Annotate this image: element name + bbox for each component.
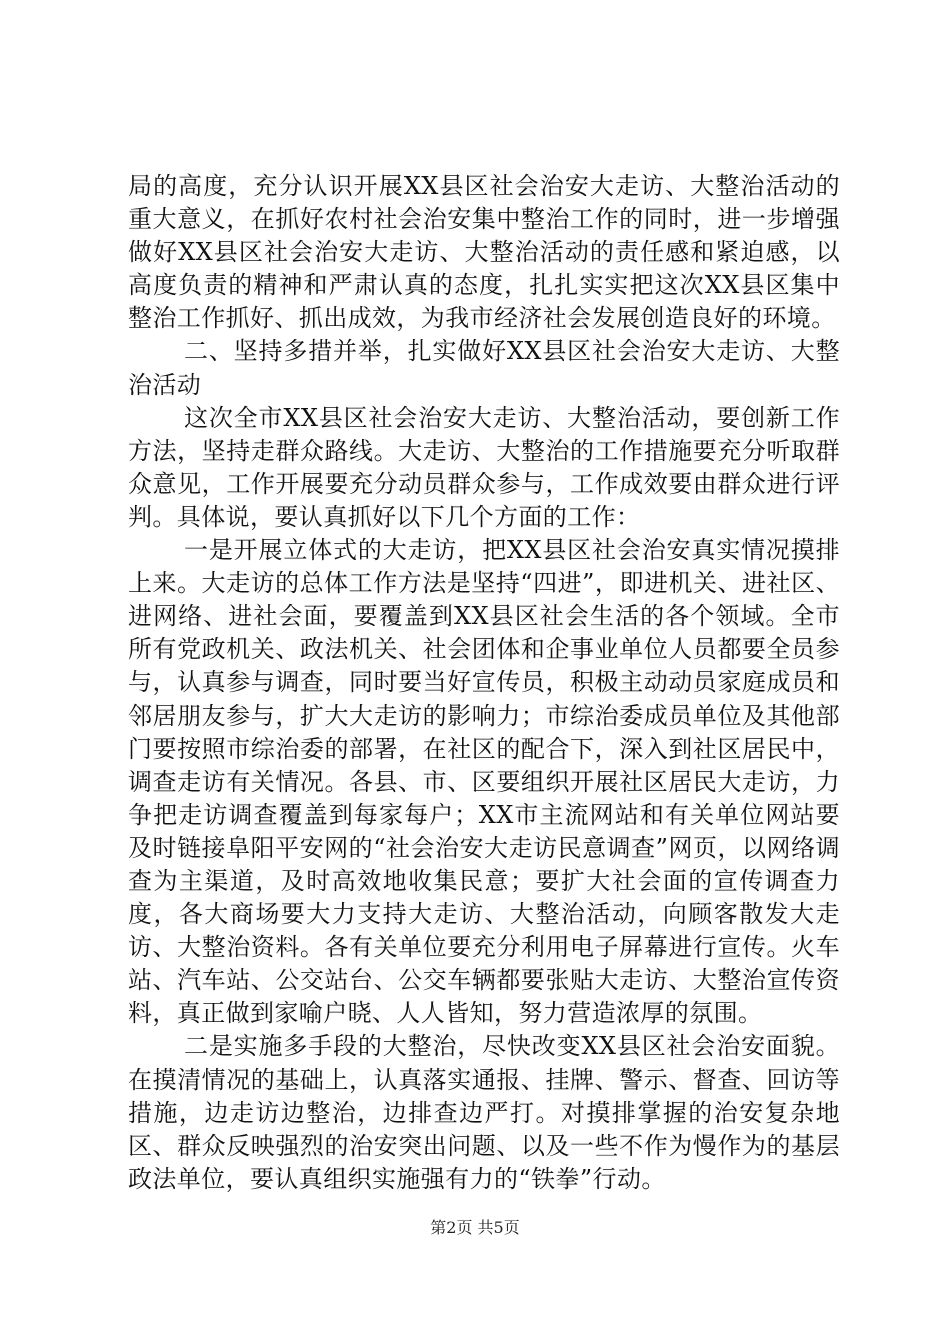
page-footer: 第2页 共5页 (430, 1218, 520, 1237)
section-heading: 二、坚持多措并举，扎实做好XX县区社会治安大走访、大整治活动 (128, 337, 840, 399)
paragraph-item-one: 一是开展立体式的大走访，把XX县区社会治安真实情况摸排上来。大走访的总体工作方法是坚持“四进”，即进机关、进社区、进网络、进社会面，要覆盖到XX县区社会生活的各个领域。全市所有党政机关、政法机关、社会团体和企事业单位人员都要全员参与，认真参与调查，同时要当好宣传员，积极主动动员家庭成员和邻居朋友参与，扩大大走访的影响力；市综治委成员单位及其他部门要按照市综治委的部署，在社区的配合下，深入到社区居民中，调查走访有关情况。各县、市、区要组织开展社区居民大走访，力争把走访调查覆盖到每家每户；XX市主流网站和有关单位网站要及时链接阜阳平安网的“社会治安大走访民意调查”网页，以网络调查为主渠道，及时高效地收集民意；要扩大社会面的宣传调查力度，各大商场要大力支持大走访、大整治活动，向顾客散发大走访、大整治资料。各有关单位要充分利用电子屏幕进行宣传。火车站、汽车站、公交站台、公交车辆都要张贴大走访、大整治宣传资料，真正做到家喻户晓、人人皆知，努力营造浓厚的氛围。 (128, 536, 840, 1028)
document-body (128, 170, 840, 1196)
paragraph-intro: 这次全市XX县区社会治安大走访、大整治活动，要创新工作方法，坚持走群众路线。大走访、大整治的工作措施要充分听取群众意见，工作开展要充分动员群众参与，工作成效要由群众进行评判。具体说，要认真抓好以下几个方面的工作： (128, 403, 840, 531)
paragraph-continuation: 局的高度，充分认识开展XX县区社会治安大走访、大整治活动的重大意义，在抓好农村社会治安集中整治工作的同时，进一步增强做好XX县区社会治安大走访、大整治活动的责任感和紧迫感，以高度负责的精神和严肃认真的态度，扎扎实实把这次XX县区集中整治工作抓好、抓出成效，为我市经济社会发展创造良好的环境。 (128, 172, 840, 333)
paragraph-item-two: 二是实施多手段的大整治，尽快改变XX县区社会治安面貌。在摸清情况的基础上，认真落实通报、挂牌、警示、督查、回访等措施，边走访边整治，边排查边严打。对摸排掌握的治安复杂地区、群众反映强烈的治安突出问题、以及一些不作为慢作为的基层政法单位，要认真组织实施强有力的“铁拳”行动。 (128, 1032, 840, 1193)
